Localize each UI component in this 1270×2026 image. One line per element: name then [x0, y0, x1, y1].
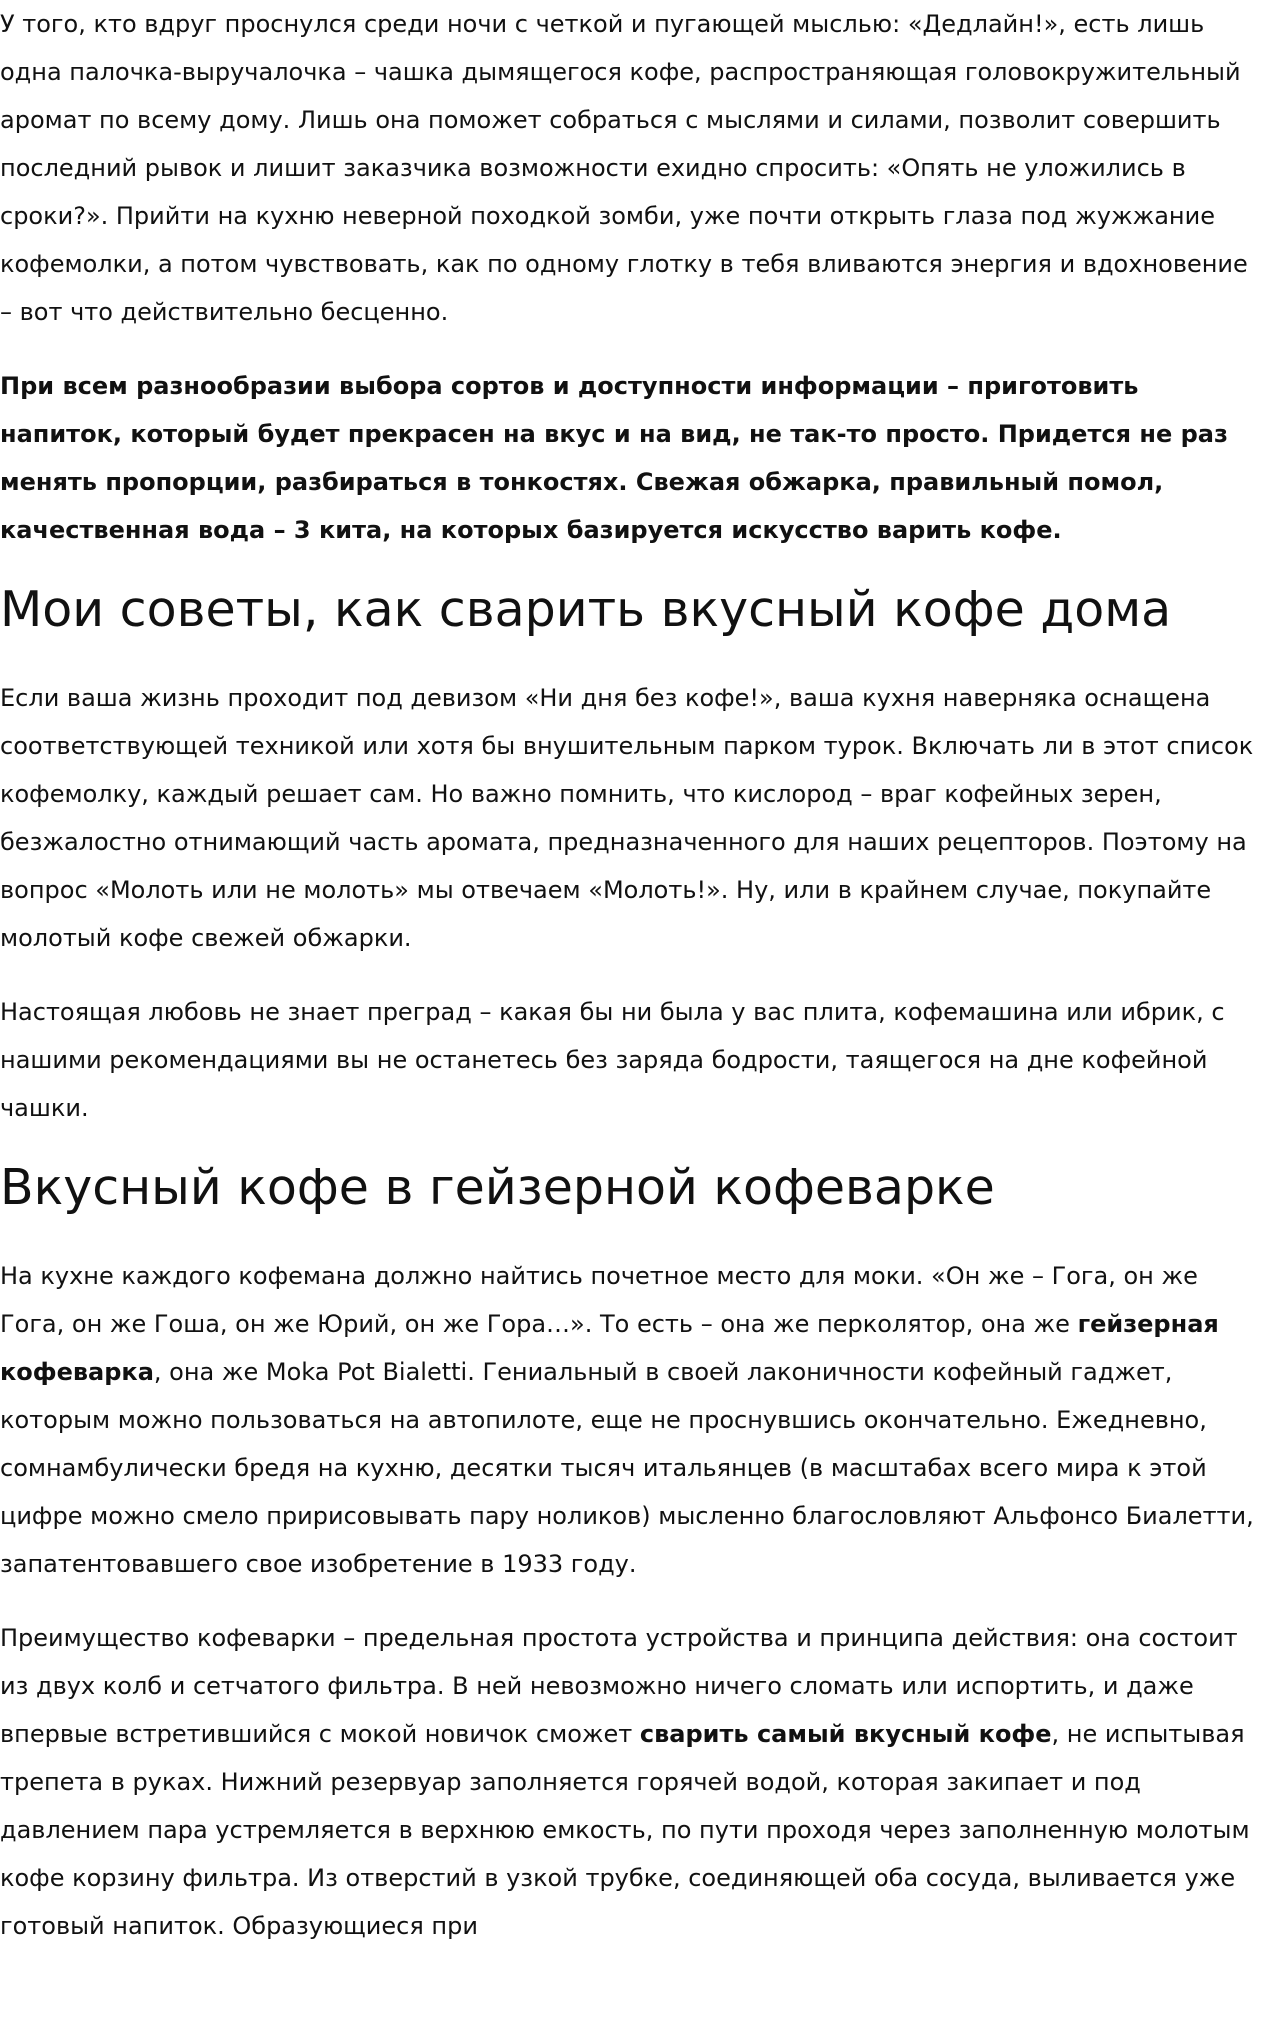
advantage-text-2: , не испытывая трепета в руках. Нижний резервуар заполняется горячей водой, которая закипает и под давлением пара устремляется в верхнюю емкость, по пути проходя через заполненную молотым кофе корзину фильтра. Из отверстий в узкой трубке, соединяющей оба сосуда, выливается уже готовый напиток. Образующиеся при: [0, 1720, 1250, 1940]
advantage-text-1: Преимущество кофеварки – предельная простота устройства и принципа действия: она состоит из двух колб и сетчатого фильтра. В ней невозможно ничего сломать или испортить, и даже впервые встретившийся с мокой новичок сможет: [0, 1624, 1238, 1748]
section-heading-geyser: Вкусный кофе в гейзерной кофеварке: [0, 1159, 995, 1216]
section-heading-tips: Мои советы, как сварить вкусный кофе дома: [0, 581, 1172, 638]
moka-text-1: На кухне каждого кофемана должно найтись почетное место для моки. «Он же – Гога, он же Гога, он же Гоша, он же Юрий, он же Гора…». То есть – она же перколятор, она же: [0, 1262, 1198, 1338]
love-paragraph: Настоящая любовь не знает преград – какая бы ни была у вас плита, кофемашина или ибрик, с нашими рекомендациями вы не останетесь без заряда бодрости, таящегося на дне кофейной чашки.: [0, 998, 1225, 1122]
moka-text-2: , она же Moka Pot Bialetti. Гениальный в своей лаконичности кофейный гаджет, которым можно пользоваться на автопилоте, еще не проснувшись окончательно. Ежедневно, сомнамбулически бредя на кухню, десятки тысяч итальянцев (в масштабах всего мира к этой цифре можно смело пририсовывать пару ноликов) мысленно благословляют Альфонсо Биалетти, запатентовавшего свое изобретение в 1933 году.: [0, 1358, 1254, 1578]
advantage-paragraph: [0, 1614, 1270, 1950]
moka-paragraph: [0, 1252, 1270, 1588]
moka-bold-term: гейзерная кофеварка: [0, 1310, 1219, 1386]
advantage-bold-term: сварить самый вкусный кофе: [639, 1720, 1052, 1748]
key-points-paragraph: При всем разнообразии выбора сортов и доступности информации – приготовить напиток, который будет прекрасен на вкус и на вид, не так-то просто. Придется не раз менять пропорции, разбираться в тонкостях. Свежая обжарка, правильный помол, качественная вода – 3 кита, на которых базируется искусство варить кофе.: [0, 372, 1228, 544]
grinding-paragraph: Если ваша жизнь проходит под девизом «Ни дня без кофе!», ваша кухня наверняка оснащена соответствующей техникой или хотя бы внушительным парком турок. Включать ли в этот список кофемолку, каждый решает сам. Но важно помнить, что кислород – враг кофейных зерен, безжалостно отнимающий часть аромата, предназначенного для наших рецепторов. Поэтому на вопрос «Молоть или не молоть» мы отвечаем «Молоть!». Ну, или в крайнем случае, покупайте молотый кофе свежей обжарки.: [0, 684, 1254, 952]
intro-paragraph: У того, кто вдруг проснулся среди ночи с четкой и пугающей мыслью: «Дедлайн!», есть лишь одна палочка-выручалочка – чашка дымящегося кофе, распространяющая головокружительный аромат по всему дому. Лишь она поможет собраться с мыслями и силами, позволит совершить последний рывок и лишит заказчика возможности ехидно спросить: «Опять не уложились в сроки?». Прийти на кухню неверной походкой зомби, уже почти открыть глаза под жужжание кофемолки, а потом чувствовать, как по одному глотку в тебя вливаются энергия и вдохновение – вот что действительно бесценно.: [0, 10, 1248, 326]
